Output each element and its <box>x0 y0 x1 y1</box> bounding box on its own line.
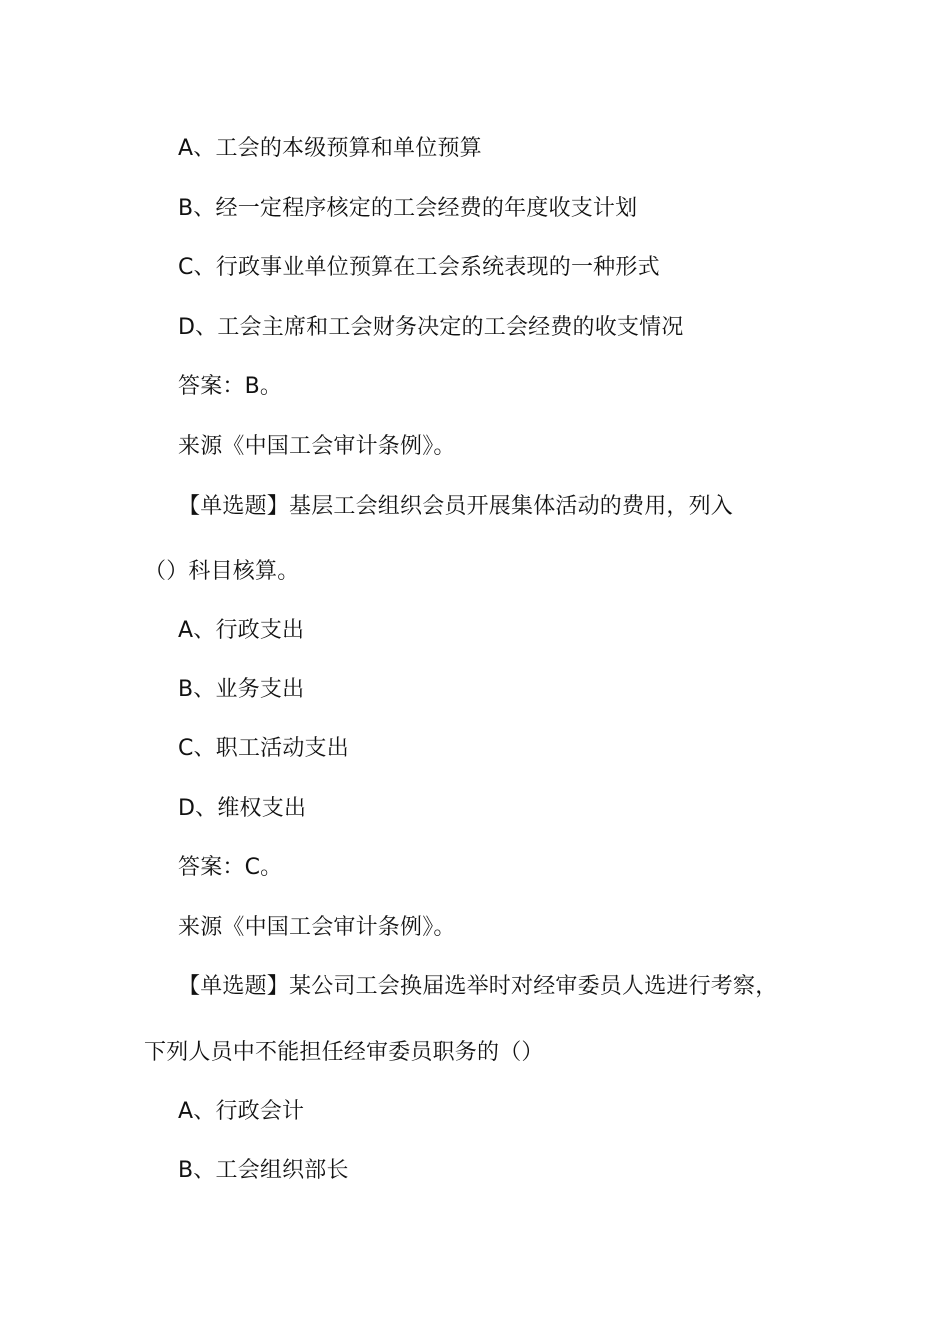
q2-answer: 答案：C。 <box>178 855 283 880</box>
q1-answer: 答案：B。 <box>178 374 283 399</box>
q2-option-b: B、业务支出 <box>178 677 305 702</box>
q2-option-a: A、行政支出 <box>178 618 305 643</box>
q3-question-line2: 下列人员中不能担任经审委员职务的（） <box>144 1040 544 1065</box>
q1-option-c: C、行政事业单位预算在工会系统表现的一种形式 <box>178 255 660 280</box>
q2-question-line2: （）科目核算。 <box>144 559 300 584</box>
q3-question-line1: 【单选题】某公司工会换届选举时对经审委员人选进行考察， <box>178 974 778 999</box>
q2-option-c: C、职工活动支出 <box>178 736 349 761</box>
q2-question-line1: 【单选题】基层工会组织会员开展集体活动的费用，列入 <box>178 494 734 519</box>
q3-option-a: A、行政会计 <box>178 1099 305 1124</box>
q2-source: 来源《中国工会审计条例》。 <box>178 915 456 940</box>
q1-source: 来源《中国工会审计条例》。 <box>178 434 456 459</box>
q1-option-b: B、经一定程序核定的工会经费的年度收支计划 <box>178 196 638 221</box>
q2-option-d: D、维权支出 <box>178 796 307 821</box>
q3-option-b: B、工会组织部长 <box>178 1158 349 1183</box>
q1-option-d: D、工会主席和工会财务决定的工会经费的收支情况 <box>178 315 684 340</box>
q1-option-a: A、工会的本级预算和单位预算 <box>178 136 482 161</box>
